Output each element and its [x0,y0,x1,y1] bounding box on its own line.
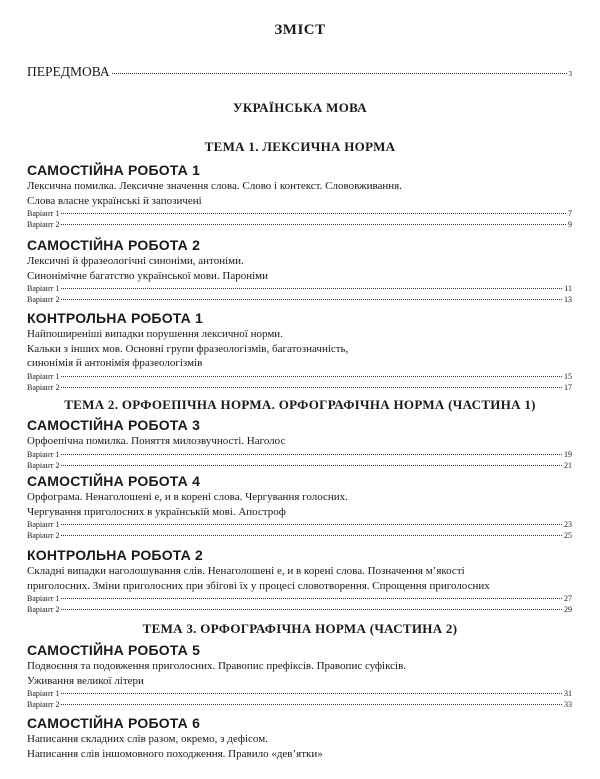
variant-page: 13 [564,295,572,304]
variant-entry[interactable] [27,219,572,230]
preface-page: 3 [568,70,572,78]
variant-label: Варіант 2 [27,700,60,709]
work-description: Слова власне українські й запозичені [27,194,202,207]
variant-page: 7 [568,209,572,218]
variant-page: 15 [564,371,572,381]
variant-page: 27 [564,594,572,603]
work-title: САМОСТІЙНА РОБОТА 1 [27,162,201,178]
dot-leader [61,387,562,388]
page-title: ЗМІСТ [274,22,326,38]
work-description: Найпоширеніші випадки порушення лексичної норми. [27,328,283,340]
variant-entry[interactable] [27,208,572,219]
work-description: Орфоепічна помилка. Поняття милозвучності. Наголос [27,435,286,447]
variant-page: 17 [564,382,572,392]
variant-page: 9 [568,220,572,229]
variant-page: 33 [564,700,572,709]
variant-label: Варіант 2 [27,605,60,614]
variant-page: 11 [564,284,572,293]
variant-page: 21 [564,460,572,470]
theme-heading: ТЕМА 2. ОРФОЕПІЧНА НОРМА. ОРФОГРАФІЧНА НОРМА (ЧАСТИНА 1) [64,397,536,412]
work-description: Чергування приголосних в українській мові. Апостроф [27,505,286,518]
variant-label: Варіант 2 [27,531,60,540]
toc-entry-work [27,309,572,393]
dot-leader [61,598,562,599]
variant-entry[interactable] [27,593,572,604]
dot-leader [61,224,566,225]
variant-entry[interactable] [27,449,572,460]
work-title: САМОСТІЙНА РОБОТА 2 [27,237,201,253]
variant-label: Варіант 1 [27,209,60,218]
work-description: Лексичні й фразеологічні синоніми, антоніми. [27,255,244,267]
work-description: Складні випадки наголошування слів. Ненаголошені е, и в корені слова. Позначення м’якості [27,565,465,577]
work-description: Написання складних слів разом, окремо, з дефісом. [27,733,268,745]
theme-heading: ТЕМА 3. ОРФОГРАФІЧНА НОРМА (ЧАСТИНА 2) [142,621,458,636]
variant-entry[interactable] [27,530,572,541]
toc-entry-work [27,714,572,761]
variant-page: 31 [564,689,572,698]
variant-entry[interactable] [27,382,572,393]
variant-label: Варіант 1 [27,594,60,603]
dot-leader [61,376,562,377]
variant-label: Варіант 2 [27,460,60,470]
toc-entry-work [27,472,572,541]
work-description: синонімія й антонімія фразеологізмів [27,357,203,369]
dot-leader [61,288,562,289]
work-title: САМОСТІЙНА РОБОТА 6 [27,715,201,731]
work-description: Уживання великої літери [27,674,144,687]
section-heading: УКРАЇНСЬКА МОВА [233,100,367,115]
dot-leader [112,73,567,74]
theme-heading: ТЕМА 1. ЛЕКСИЧНА НОРМА [204,139,396,154]
variant-label: Варіант 1 [27,371,60,381]
dot-leader [61,454,562,455]
dot-leader [61,299,562,300]
variant-page: 29 [564,605,572,614]
dot-leader [61,609,562,610]
variant-page: 19 [564,449,572,459]
variant-entry[interactable] [27,604,572,615]
variant-entry[interactable] [27,699,572,710]
work-description: Подвоєння та подовження приголосних. Правопис префіксів. Правопис суфіксів. [27,660,407,672]
variant-page: 23 [564,520,572,529]
work-title: КОНТРОЛЬНА РОБОТА 2 [27,547,204,563]
dot-leader [61,693,562,694]
toc-entry-work [27,641,572,710]
variant-label: Варіант 1 [27,284,60,293]
dot-leader [61,213,566,214]
variant-label: Варіант 1 [27,520,60,529]
work-title: САМОСТІЙНА РОБОТА 3 [27,417,201,433]
toc-entry-work [27,161,572,230]
work-description: Синонімічне багатство української мови. Пароніми [27,269,269,282]
variant-label: Варіант 1 [27,689,60,698]
variant-entry[interactable] [27,294,572,305]
variant-label: Варіант 1 [27,449,60,459]
dot-leader [61,524,562,525]
toc-entry-work [27,546,572,615]
work-title: САМОСТІЙНА РОБОТА 5 [27,642,201,658]
work-description: приголосних. Зміни приголосних при збігові їх у процесі словотворення. Спрощення приголосних [27,579,490,592]
dot-leader [61,465,562,466]
work-description: Кальки з інших мов. Основні групи фразеологізмів, багатозначність, [27,342,349,355]
variant-label: Варіант 2 [27,220,60,229]
variant-entry[interactable] [27,460,572,471]
dot-leader [61,535,562,536]
work-title: КОНТРОЛЬНА РОБОТА 1 [27,310,204,326]
work-description: Написання слів іншомовного походження. Правило «дев’ятки» [27,747,323,760]
variant-entry[interactable] [27,519,572,530]
variant-page: 25 [564,531,572,540]
work-description: Лексична помилка. Лексичне значення слова. Слово і контекст. Слововживання. [27,180,402,192]
dot-leader [61,704,562,705]
variant-entry[interactable] [27,371,572,382]
preface-label: ПЕРЕДМОВА [27,64,110,79]
variant-label: Варіант 2 [27,295,60,304]
work-title: САМОСТІЙНА РОБОТА 4 [27,473,201,489]
variant-label: Варіант 2 [27,382,60,392]
variant-entry[interactable] [27,688,572,699]
toc-entry-work [27,416,572,471]
variant-entry[interactable] [27,283,572,294]
work-description: Орфограма. Ненаголошені е, и в корені слова. Чергування голосних. [27,491,348,503]
toc-entry-work [27,236,572,305]
toc-entry-preface[interactable] [27,64,572,80]
